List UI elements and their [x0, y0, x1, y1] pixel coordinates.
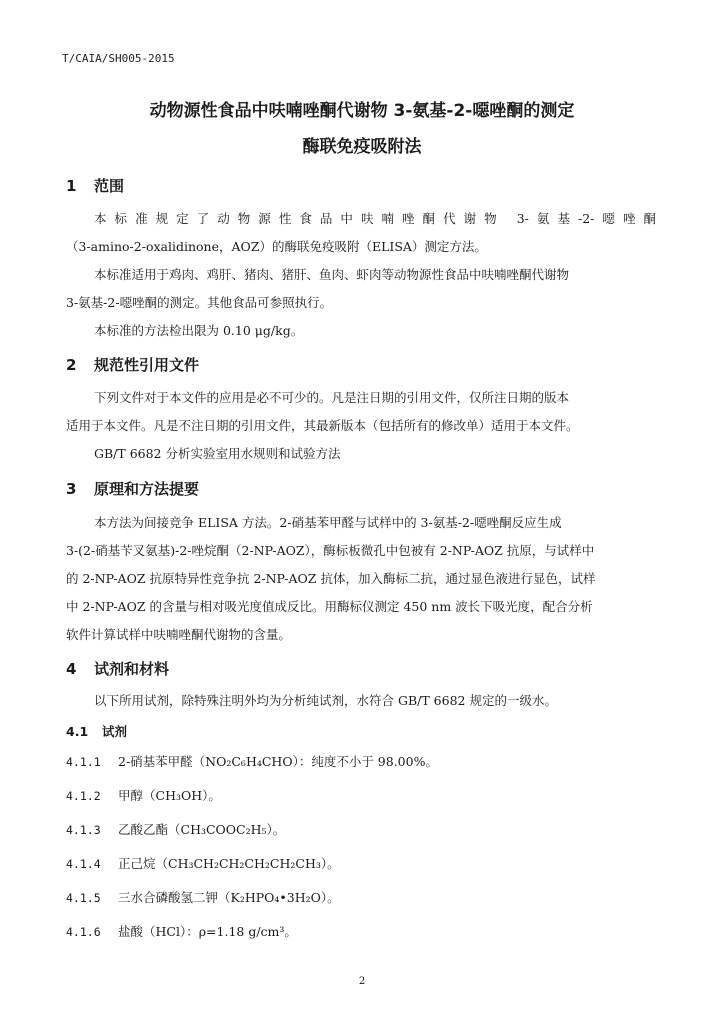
section-heading-4: [66, 658, 169, 679]
paragraph: 本标准适用于鸡肉、鸡肝、猪肉、猪肝、鱼肉、虾肉等动物源性食品中呋喃唑酮代谢物: [94, 267, 570, 282]
item-text: 乙酸乙酯（CH₃COOC₂H₅）。: [118, 822, 286, 837]
paragraph: 软件计算试样中呋喃唑酮代谢物的含量。: [66, 627, 292, 642]
item-text: 2-硝基苯甲醛（NO₂C₆H₄CHO）：纯度不小于 98.00%。: [118, 754, 438, 769]
reagent-item: [66, 888, 340, 906]
paragraph: 3-(2-硝基苄叉氨基)-2-唑烷酮（2-NP-AOZ），酶标板微孔中包被有 2-NP-AOZ 抗原，与试样中: [66, 543, 595, 558]
item-number: 4.1.5: [66, 891, 101, 905]
paragraph: 适用于本文件。凡是不注日期的引用文件，其最新版本（包括所有的修改单）适用于本文件。: [66, 418, 579, 433]
paragraph: （3-amino-2-oxalidinone，AOZ）的酶联免疫吸附（ELISA）测定方法。: [66, 239, 487, 254]
item-number: 4.1.2: [66, 789, 101, 803]
document-subtitle: 酶联免疫吸附法: [302, 137, 422, 157]
section-heading-2: [66, 354, 199, 375]
item-text: 三水合磷酸氢二钾（K₂HPO₄•3H₂O）。: [118, 890, 340, 905]
standard-code: T/CAIA/SH005-2015: [62, 52, 175, 65]
item-text: 正己烷（CH₃CH₂CH₂CH₂CH₂CH₃）。: [118, 856, 340, 871]
reagent-item: [66, 820, 285, 838]
item-number: 4.1.4: [66, 857, 101, 871]
section-title: 范围: [94, 177, 125, 195]
paragraph: 的 2-NP-AOZ 抗原特异性竞争抗 2-NP-AOZ 抗体，加入酶标二抗，通过显色液进行显色，试样: [66, 571, 596, 586]
section-heading-1: [66, 175, 124, 196]
paragraph: 下列文件对于本文件的应用是必不可少的。凡是注日期的引用文件，仅所注日期的版本: [94, 390, 570, 405]
paragraph: 本标准规定了动物源性食品中呋喃唑酮代谢物 3-氨基-2-噁唑酮: [94, 211, 656, 226]
reagent-item: [66, 752, 438, 770]
subsection-title: 试剂: [102, 724, 128, 739]
section-number: 3: [66, 480, 77, 498]
paragraph: 中 2-NP-AOZ 的含量与相对吸光度值成反比。用酶标仪测定 450 nm 波长下吸光度，配合分析: [66, 599, 593, 614]
section-title: 原理和方法提要: [94, 480, 200, 498]
section-title: 试剂和材料: [94, 660, 170, 678]
item-text: 甲醇（CH₃OH）。: [118, 788, 221, 803]
reagent-item: [66, 786, 221, 804]
reagent-item: [66, 922, 297, 940]
subsection-number: 4.1: [66, 724, 89, 739]
item-text: 盐酸（HCl）：ρ=1.18 g/cm³。: [118, 924, 297, 939]
reference-item: GB/T 6682 分析实验室用水规则和试验方法: [94, 446, 341, 461]
section-number: 1: [66, 177, 77, 195]
paragraph: 以下所用试剂，除特殊注明外均为分析纯试剂，水符合 GB/T 6682 规定的一级水。: [94, 693, 557, 708]
section-number: 4: [66, 660, 77, 678]
paragraph: 本标准的方法检出限为 0.10 μg/kg。: [94, 323, 304, 338]
item-number: 4.1.6: [66, 925, 101, 939]
reagent-item: [66, 854, 340, 872]
section-heading-3: [66, 478, 199, 499]
item-number: 4.1.3: [66, 823, 101, 837]
section-number: 2: [66, 356, 77, 374]
paragraph: 3-氨基-2-噁唑酮的测定。其他食品可参照执行。: [66, 295, 333, 310]
page-number: 2: [358, 976, 366, 987]
paragraph: 本方法为间接竞争 ELISA 方法。2-硝基苯甲醛与试样中的 3-氨基-2-噁唑酮反应生成: [94, 515, 562, 530]
subsection-heading-4-1: [66, 722, 127, 740]
section-title: 规范性引用文件: [94, 356, 200, 374]
item-number: 4.1.1: [66, 755, 101, 769]
document-title: 动物源性食品中呋喃唑酮代谢物 3-氨基-2-噁唑酮的测定: [149, 101, 575, 121]
